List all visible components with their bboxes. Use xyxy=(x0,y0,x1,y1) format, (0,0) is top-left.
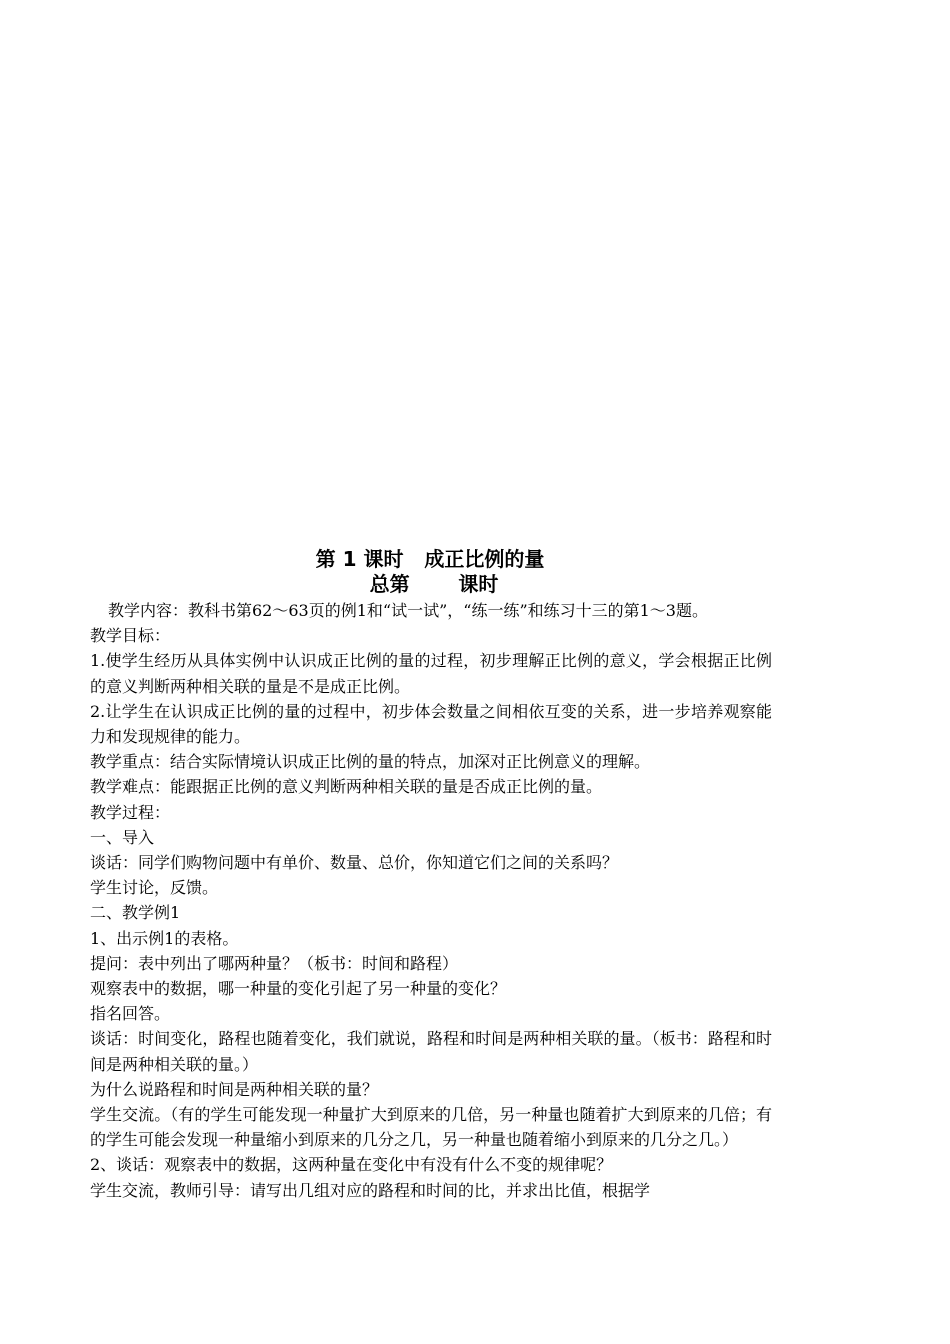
lesson-total-count: 总第 课时 xyxy=(369,572,499,596)
paragraph: 学生交流，教师引导：请写出几组对应的路程和时间的比，并求出比值，根据学 xyxy=(90,1180,651,1200)
paragraph: 提问：表中列出了哪两种量？（板书：时间和路程） xyxy=(90,953,459,973)
lesson-title: 第 1 课时 成正比例的量 xyxy=(315,547,545,571)
lesson-body xyxy=(90,598,772,1203)
paragraph: 学生讨论，反馈。 xyxy=(90,878,219,898)
paragraph: 2.让学生在认识成正比例的量的过程中，初步体会数量之间相依互变的关系，进一步培养观察能力和发现规律的能力。 xyxy=(90,701,772,747)
paragraph: 教学难点：能跟据正比例的意义判断两种相关联的量是否成正比例的量。 xyxy=(90,777,603,797)
paragraph: 1.使学生经历从具体实例中认识成正比例的量的过程，初步理解正比例的意义，学会根据正比例的意义判断两种相关联的量是不是成正比例。 xyxy=(90,651,772,696)
paragraph: 学生交流。（有的学生可能发现一种量扩大到原来的几倍，另一种量也随着扩大到原来的几倍；有的学生可能会发现一种量缩小到原来的几分之几，另一种量也随着缩小到原来的几分之几。） xyxy=(90,1105,772,1150)
paragraph: 谈话：同学们购物问题中有单价、数量、总价，你知道它们之间的关系吗？ xyxy=(90,853,619,873)
paragraph: 为什么说路程和时间是两种相关联的量？ xyxy=(90,1079,379,1099)
paragraph: 2、谈话：观察表中的数据，这两种量在变化中有没有什么不变的规律呢？ xyxy=(90,1155,613,1175)
paragraph: 教学目标： xyxy=(90,626,171,646)
paragraph: 指名回答。 xyxy=(90,1004,171,1024)
paragraph: 教学重点：结合实际情境认识成正比例的量的特点，加深对正比例意义的理解。 xyxy=(90,752,651,772)
paragraph: 谈话：时间变化，路程也随着变化，我们就说，路程和时间是两种相关联的量。（板书：路程和时间是两种相关联的量。） xyxy=(90,1029,772,1074)
paragraph: 一、导入 xyxy=(90,827,155,847)
lesson-header xyxy=(90,547,770,597)
paragraph: 观察表中的数据，哪一种量的变化引起了另一种量的变化？ xyxy=(90,979,507,999)
paragraph: 教学内容：教科书第62～63页的例1和“试一试”，“练一练”和练习十三的第1～3题。 xyxy=(108,601,708,620)
paragraph: 教学过程： xyxy=(90,802,171,822)
paragraph: 二、教学例1 xyxy=(90,903,181,923)
paragraph: 1、出示例1的表格。 xyxy=(90,928,239,948)
